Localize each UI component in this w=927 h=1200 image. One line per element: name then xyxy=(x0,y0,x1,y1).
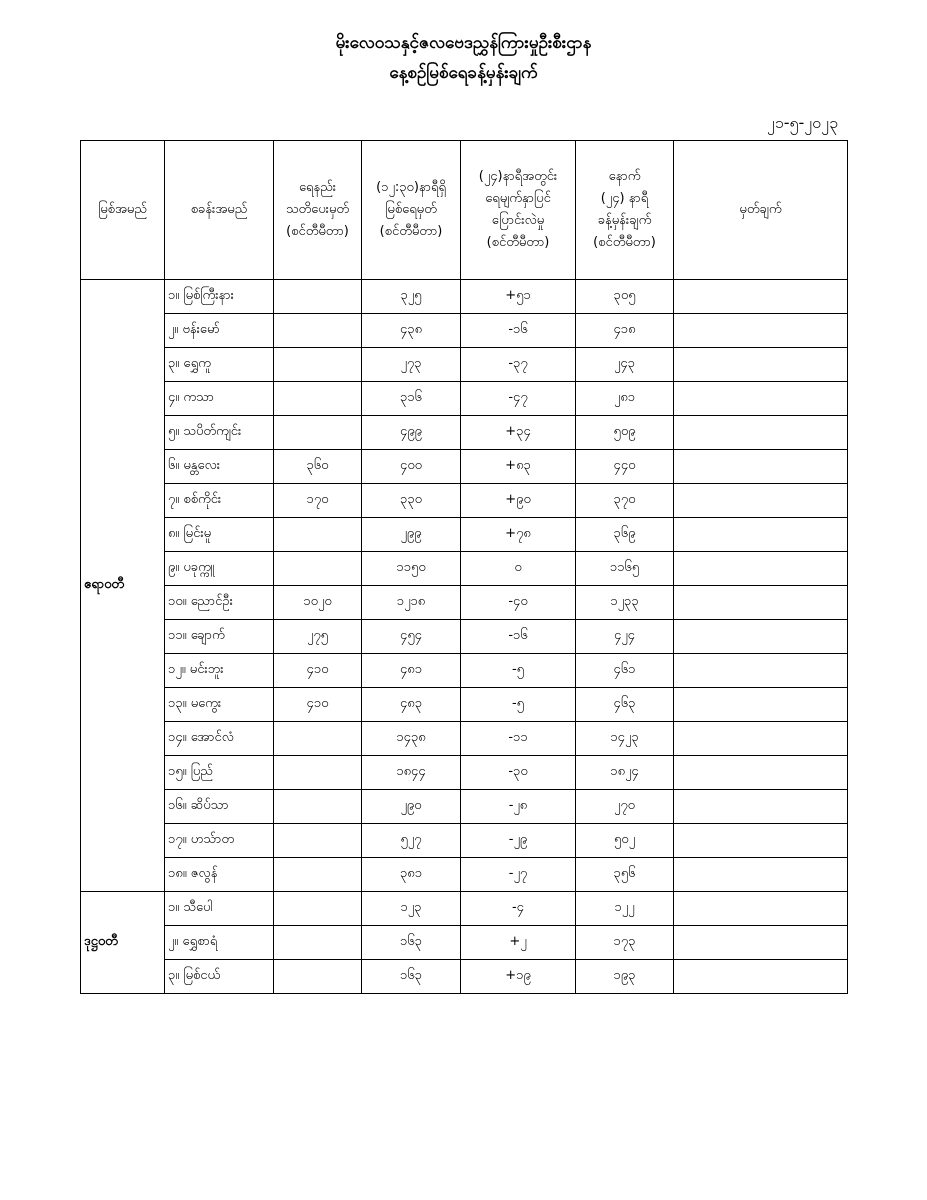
column-header-line: (၂၄) နာရီ xyxy=(600,191,649,206)
water-level: ၄၃၈ xyxy=(362,314,461,348)
warning-level: ၁၀၂၀ xyxy=(274,586,362,620)
table-row xyxy=(81,688,848,722)
column-header-line: (စင်တီမီတာ) xyxy=(593,235,656,250)
water-level: ၁၈၄၄ xyxy=(362,756,461,790)
remarks-cell xyxy=(674,586,848,620)
water-level: ၄၉၉ xyxy=(362,416,461,450)
table-row xyxy=(81,552,848,586)
remarks-cell xyxy=(674,824,848,858)
station-name: ၂။ ရွှေစာရံ xyxy=(165,926,274,960)
column-header xyxy=(81,141,165,280)
header-row xyxy=(81,141,848,280)
level-change: -၃၇ xyxy=(461,348,576,382)
water-level: ၂၉၉ xyxy=(362,518,461,552)
remarks-cell xyxy=(674,790,848,824)
forecast-level: ၁၁၆၅ xyxy=(576,552,674,586)
water-level: ၄၀၀ xyxy=(362,450,461,484)
water-level: ၁၁၅၀ xyxy=(362,552,461,586)
warning-level xyxy=(274,382,362,416)
level-change: -၂၇ xyxy=(461,858,576,892)
level-change: -၄ xyxy=(461,892,576,926)
warning-level xyxy=(274,926,362,960)
forecast-level: ၁၈၂၄ xyxy=(576,756,674,790)
level-change: +၇၈ xyxy=(461,518,576,552)
warning-level xyxy=(274,280,362,314)
column-header-line: နောက် xyxy=(608,169,641,184)
forecast-level: ၄၆၃ xyxy=(576,688,674,722)
column-header-line: မြစ်အမည် xyxy=(98,202,147,217)
station-name: ၁၈။ ဇလွန် xyxy=(165,858,274,892)
water-level: ၃၃၀ xyxy=(362,484,461,518)
column-header-line: (၁၂:၃၀)နာရီရှိ xyxy=(376,180,446,195)
forecast-level: ၂၇၀ xyxy=(576,790,674,824)
level-change: +၉၀ xyxy=(461,484,576,518)
water-level: ၂၉၀ xyxy=(362,790,461,824)
remarks-cell xyxy=(674,858,848,892)
level-change: +၂ xyxy=(461,926,576,960)
column-header-line: (စင်တီမီတာ) xyxy=(286,224,349,239)
column-header xyxy=(362,141,461,280)
level-change: -၂၉ xyxy=(461,824,576,858)
water-level: ၃၁၆ xyxy=(362,382,461,416)
level-change: -၄၇ xyxy=(461,382,576,416)
river-forecast-table xyxy=(80,140,848,994)
warning-level: ၄၁၀ xyxy=(274,688,362,722)
water-level: ၃၂၅ xyxy=(362,280,461,314)
warning-level xyxy=(274,518,362,552)
level-change: -၅ xyxy=(461,654,576,688)
remarks-cell xyxy=(674,450,848,484)
table-row xyxy=(81,416,848,450)
level-change: -၁၆ xyxy=(461,314,576,348)
table-row xyxy=(81,484,848,518)
table-row xyxy=(81,280,848,314)
water-level: ၁၄၃၈ xyxy=(362,722,461,756)
forecast-level: ၁၉၃ xyxy=(576,960,674,994)
water-level: ၅၂၇ xyxy=(362,824,461,858)
station-name: ၁၁။ ချောက် xyxy=(165,620,274,654)
remarks-cell xyxy=(674,926,848,960)
forecast-level: ၃၅၆ xyxy=(576,858,674,892)
station-name: ၁၄။ အောင်လံ xyxy=(165,722,274,756)
table-row xyxy=(81,790,848,824)
station-name: ၅။ သပိတ်ကျင်း xyxy=(165,416,274,450)
station-name: ၁။ မြစ်ကြီးနား xyxy=(165,280,274,314)
level-change: +၈၃ xyxy=(461,450,576,484)
forecast-level: ၄၂၄ xyxy=(576,620,674,654)
level-change: -၅ xyxy=(461,688,576,722)
table-row xyxy=(81,450,848,484)
forecast-level: ၃၇၀ xyxy=(576,484,674,518)
forecast-level: ၅၀၉ xyxy=(576,416,674,450)
table-row xyxy=(81,348,848,382)
table-row xyxy=(81,518,848,552)
column-header-line: မြစ်ရေမှတ် xyxy=(385,202,437,217)
water-level: ၄၈၃ xyxy=(362,688,461,722)
station-name: ၃။ မြစ်ငယ် xyxy=(165,960,274,994)
forecast-level: ၁၇၃ xyxy=(576,926,674,960)
station-name: ၁၀။ ညောင်ဦး xyxy=(165,586,274,620)
forecast-level: ၄၄၀ xyxy=(576,450,674,484)
table-row xyxy=(81,926,848,960)
water-level: ၄၅၄ xyxy=(362,620,461,654)
table-row xyxy=(81,824,848,858)
level-change: -၂၈ xyxy=(461,790,576,824)
remarks-cell xyxy=(674,314,848,348)
station-name: ၁၇။ ဟသ်ာတ xyxy=(165,824,274,858)
table-row xyxy=(81,314,848,348)
station-name: ၇။ စစ်ကိုင်း xyxy=(165,484,274,518)
column-header-line: (စင်တီမီတာ) xyxy=(486,235,550,250)
level-change: -၃၀ xyxy=(461,756,576,790)
station-name: ၁။ သီပေါ xyxy=(165,892,274,926)
level-change: -၁၁ xyxy=(461,722,576,756)
warning-level xyxy=(274,824,362,858)
remarks-cell xyxy=(674,382,848,416)
forecast-level: ၃၀၅ xyxy=(576,280,674,314)
column-header-line: (စင်တီမီတာ) xyxy=(379,224,443,239)
remarks-cell xyxy=(674,722,848,756)
remarks-cell xyxy=(674,348,848,382)
level-change: ၀ xyxy=(461,552,576,586)
level-change: +၅၁ xyxy=(461,280,576,314)
warning-level xyxy=(274,960,362,994)
warning-level: ၁၇၀ xyxy=(274,484,362,518)
remarks-cell xyxy=(674,518,848,552)
warning-level xyxy=(274,858,362,892)
water-level: ၃၈၁ xyxy=(362,858,461,892)
station-name: ၁၂။ မင်းဘူး xyxy=(165,654,274,688)
column-header xyxy=(165,141,274,280)
table-row xyxy=(81,892,848,926)
forecast-level: ၁၄၂၃ xyxy=(576,722,674,756)
warning-level xyxy=(274,756,362,790)
warning-level xyxy=(274,722,362,756)
remarks-cell xyxy=(674,552,848,586)
column-header-line: သတိပေးမှတ် xyxy=(285,202,350,217)
water-level: ၁၆၃ xyxy=(362,960,461,994)
table-row xyxy=(81,858,848,892)
table-row xyxy=(81,960,848,994)
remarks-cell xyxy=(674,620,848,654)
column-header xyxy=(461,141,576,280)
station-name: ၉။ ပခုက္ကူ xyxy=(165,552,274,586)
warning-level: ၄၁၀ xyxy=(274,654,362,688)
remarks-cell xyxy=(674,416,848,450)
column-header-line: ရေနည်း xyxy=(298,180,337,195)
remarks-cell xyxy=(674,892,848,926)
station-name: ၃။ ရွှေကူ xyxy=(165,348,274,382)
level-change: +၁၉ xyxy=(461,960,576,994)
column-header-line: မှတ်ချက် xyxy=(739,202,782,217)
remarks-cell xyxy=(674,654,848,688)
column-header xyxy=(674,141,848,280)
table-row xyxy=(81,620,848,654)
forecast-level: ၄၁၈ xyxy=(576,314,674,348)
level-change: -၁၆ xyxy=(461,620,576,654)
column-header xyxy=(274,141,362,280)
forecast-level: ၄၆၁ xyxy=(576,654,674,688)
water-level: ၁၆၃ xyxy=(362,926,461,960)
warning-level: ၂၇၅ xyxy=(274,620,362,654)
station-name: ၄။ ကသာ xyxy=(165,382,274,416)
water-level: ၁၂၁၈ xyxy=(362,586,461,620)
warning-level xyxy=(274,348,362,382)
table-row xyxy=(81,756,848,790)
river-name: ဒုဋ္ဌဝတီ xyxy=(81,892,165,994)
warning-level xyxy=(274,790,362,824)
water-level: ၂၇၃ xyxy=(362,348,461,382)
column-header-line: ရေမျက်နှာပြင် xyxy=(485,191,551,206)
forecast-level: ၃၆၉ xyxy=(576,518,674,552)
station-name: ၁၆။ ဆိပ်သာ xyxy=(165,790,274,824)
station-name: ၂။ ဗန်းမော် xyxy=(165,314,274,348)
table-row xyxy=(81,722,848,756)
remarks-cell xyxy=(674,960,848,994)
column-header-line: ပြောင်းလဲမှု xyxy=(491,213,545,228)
forecast-level: ၁၂၃၃ xyxy=(576,586,674,620)
river-name: ဧရာဝတီ xyxy=(81,280,165,892)
column-header xyxy=(576,141,674,280)
level-change: +၃၄ xyxy=(461,416,576,450)
column-header-line: ခန့်မှန်းချက် xyxy=(597,213,652,228)
forecast-level: ၂၄၃ xyxy=(576,348,674,382)
water-level: ၄၈၁ xyxy=(362,654,461,688)
table-row xyxy=(81,382,848,416)
station-name: ၁၅။ ပြည် xyxy=(165,756,274,790)
table-row xyxy=(81,654,848,688)
station-name: ၆။ မန္တလေး xyxy=(165,450,274,484)
level-change: -၄၀ xyxy=(461,586,576,620)
warning-level xyxy=(274,552,362,586)
column-header-line: (၂၄)နာရီအတွင်း xyxy=(478,169,558,184)
forecast-level: ၂၈၁ xyxy=(576,382,674,416)
remarks-cell xyxy=(674,756,848,790)
report-date: ၂၁-၅-၂၀၂၃ xyxy=(766,113,838,132)
water-level: ၁၂၃ xyxy=(362,892,461,926)
warning-level: ၃၆၀ xyxy=(274,450,362,484)
station-name: ၁၃။ မကွေး xyxy=(165,688,274,722)
forecast-level: ၁၂၂ xyxy=(576,892,674,926)
table-row xyxy=(81,586,848,620)
warning-level xyxy=(274,314,362,348)
warning-level xyxy=(274,416,362,450)
page-title: မိုးလေဝသနှင့်ဇလဗေဒညွှန်ကြားမှုဦးစီးဌာန xyxy=(335,33,592,53)
remarks-cell xyxy=(674,280,848,314)
column-header-line: စခန်းအမည် xyxy=(190,202,248,217)
warning-level xyxy=(274,892,362,926)
remarks-cell xyxy=(674,484,848,518)
page-subtitle: နေ့စဉ်မြစ်ရေခန့်မှန်းချက် xyxy=(389,63,538,83)
remarks-cell xyxy=(674,688,848,722)
station-name: ၈။ မြင်းမူ xyxy=(165,518,274,552)
forecast-level: ၅၀၂ xyxy=(576,824,674,858)
